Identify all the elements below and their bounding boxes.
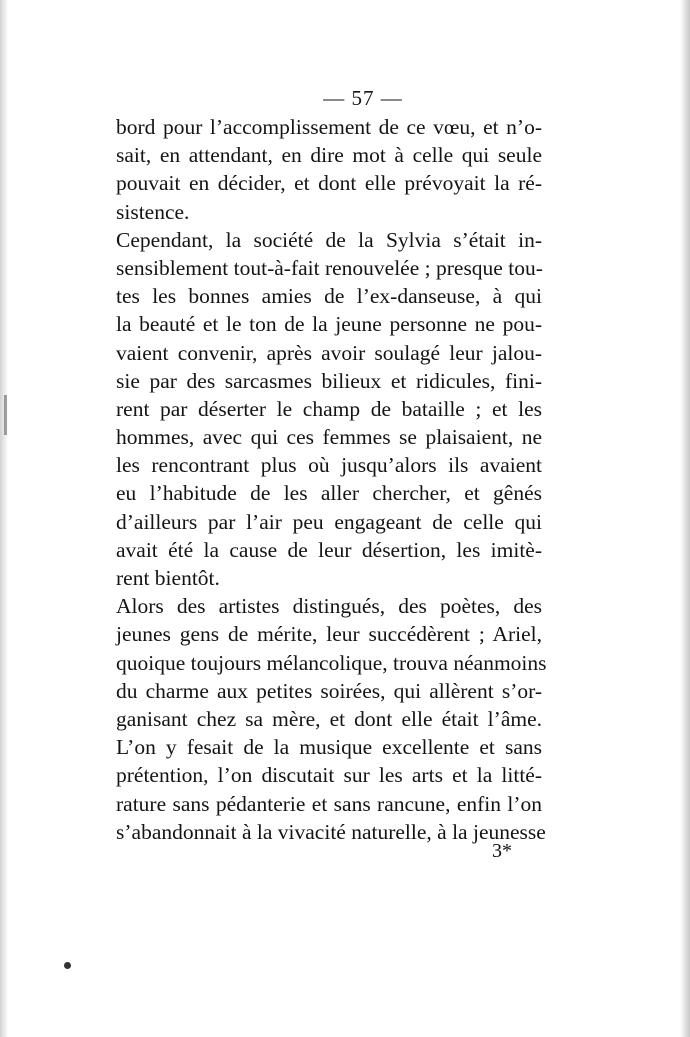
- signature-mark: 3*: [492, 840, 512, 862]
- text-line: quoique toujours mélancolique, trouva néanmoins: [116, 650, 547, 675]
- scan-mark: [4, 395, 7, 435]
- scan-edge-left: [0, 0, 8, 1037]
- text-line: jeunes gens de mérite, leur succédèrent ; Ariel,: [116, 622, 542, 647]
- ink-speck: [64, 962, 71, 969]
- text-line: Cependant, la société de la Sylvia s’était in-: [116, 227, 542, 252]
- text-line: sistence.: [116, 199, 190, 224]
- scan-edge-right: [680, 0, 690, 1037]
- text-line: rent bientôt.: [116, 566, 220, 590]
- text-line: prétention, l’on discutait sur les arts et la litté-: [116, 763, 542, 788]
- page-number: — 57 —: [323, 86, 403, 110]
- text-line: tes les bonnes amies de l’ex-danseuse, à qui: [116, 284, 542, 309]
- text-line: vaient convenir, après avoir soulagé leur jalou-: [116, 340, 542, 365]
- text-line: du charme aux petites soirées, qui allèrent s’or-: [116, 678, 542, 703]
- text-line: pouvait en décider, et dont elle prévoyait la ré-: [116, 171, 542, 196]
- text-line: sensiblement tout-à-fait renouvelée ; presque tou-: [116, 255, 543, 280]
- text-line: bord pour l’accomplissement de ce vœu, et n’o-: [116, 115, 542, 139]
- text-line: la beauté et le ton de la jeune personne ne pou-: [116, 312, 542, 337]
- text-line: sait, en attendant, en dire mot à celle qui seule: [116, 143, 542, 168]
- text-line: rent par déserter le champ de bataille ; et les: [116, 396, 542, 421]
- text-line: ganisant chez sa mère, et dont elle était l’âme.: [116, 706, 542, 731]
- text-line: hommes, avec qui ces femmes se plaisaient, ne: [116, 425, 542, 450]
- text-line: avait été la cause de leur désertion, les imitè-: [116, 537, 542, 562]
- text-line: sie par des sarcasmes bilieux et ridicules, fini-: [116, 368, 542, 393]
- text-line: les rencontrant plus où jusqu’alors ils avaient: [116, 453, 542, 478]
- text-line: rature sans pédanterie et sans rancune, enfin l’on: [116, 791, 542, 816]
- text-line: d’ailleurs par l’air peu engageant de celle qui: [116, 509, 542, 534]
- text-line: eu l’habitude de les aller chercher, et gênés: [116, 481, 542, 506]
- body-text: [116, 113, 547, 846]
- text-line: Alors des artistes distingués, des poètes, des: [116, 594, 542, 619]
- text-line: s’abandonnait à la vivacité naturelle, à la jeunesse: [116, 819, 546, 844]
- text-line: L’on y fesait de la musique excellente et sans: [116, 735, 542, 760]
